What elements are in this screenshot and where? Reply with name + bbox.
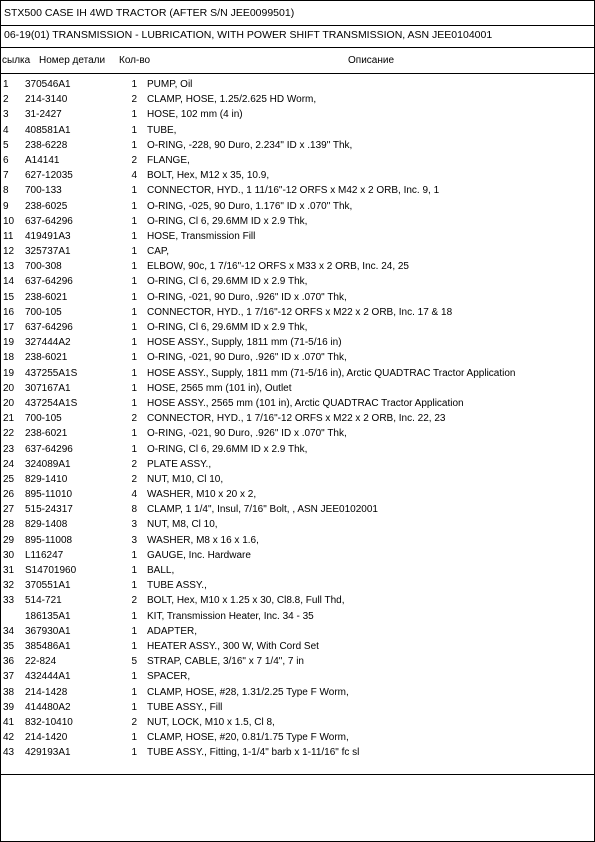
ref-number: 22 xyxy=(3,428,15,440)
description: HOSE, 102 mm (4 in) xyxy=(147,109,243,121)
part-number: 437255A1S xyxy=(25,367,78,379)
part-number: 238-6228 xyxy=(25,139,68,151)
table-row xyxy=(1,183,594,198)
description: HOSE, 2565 mm (101 in), Outlet xyxy=(147,382,292,394)
quantity: 1 xyxy=(131,215,137,227)
table-row xyxy=(1,153,594,168)
part-number: 327444A2 xyxy=(25,337,71,349)
quantity: 2 xyxy=(131,473,137,485)
ref-number: 39 xyxy=(3,701,15,713)
description: O-RING, Cl 6, 29.6MM ID x 2.9 Thk, xyxy=(147,443,308,455)
part-number: 627-12035 xyxy=(25,170,73,182)
table-row xyxy=(1,654,594,669)
quantity: 2 xyxy=(131,154,137,166)
part-number: 637-64296 xyxy=(25,322,73,333)
description: ADAPTER, xyxy=(147,625,198,637)
description: O-RING, Cl 6, 29.6MM ID x 2.9 Thk, xyxy=(147,215,308,227)
description: CONNECTOR, HYD., 1 11/16"-12 ORFS x M42 x 2 ORB, Inc. 9, 1 xyxy=(147,185,440,197)
part-number: 238-6021 xyxy=(25,291,68,303)
table-row xyxy=(1,274,594,289)
quantity: 1 xyxy=(131,79,137,90)
description: CONNECTOR, HYD., 1 7/16"-12 ORFS x M22 x 2 ORB, Inc. 22, 23 xyxy=(147,413,446,425)
table-row xyxy=(1,548,594,563)
part-number: 419491A3 xyxy=(25,230,71,242)
part-number: 31-2427 xyxy=(25,109,62,121)
description: CLAMP, HOSE, #28, 1.31/2.25 Type F Worm, xyxy=(147,686,349,698)
column-header-ref: сылка xyxy=(2,55,31,66)
part-number: 22-824 xyxy=(25,656,57,668)
table-row xyxy=(1,685,594,700)
table-row xyxy=(1,138,594,153)
footer-divider xyxy=(1,774,594,775)
table-row xyxy=(1,259,594,274)
ref-number: 28 xyxy=(3,519,15,531)
ref-number: 33 xyxy=(3,595,15,607)
quantity: 1 xyxy=(131,686,137,698)
table-row xyxy=(1,396,594,411)
description: BOLT, Hex, M12 x 35, 10.9, xyxy=(147,170,270,182)
quantity: 1 xyxy=(131,732,137,744)
table-row xyxy=(1,517,594,532)
part-number: 367930A1 xyxy=(25,625,71,637)
table-row xyxy=(1,578,594,593)
description: O-RING, -021, 90 Duro, .926" ID x .070" Thk, xyxy=(147,291,347,303)
table-row xyxy=(1,244,594,259)
part-number: 414480A2 xyxy=(25,701,71,713)
quantity: 1 xyxy=(131,367,137,379)
description: FLANGE, xyxy=(147,154,190,166)
quantity: 2 xyxy=(131,413,137,425)
ref-number: 41 xyxy=(3,716,15,728)
part-number: 307167A1 xyxy=(25,382,71,394)
ref-number: 11 xyxy=(3,230,14,242)
quantity: 2 xyxy=(131,458,137,470)
description: O-RING, -025, 90 Duro, 1.176" ID x .070" Thk, xyxy=(147,200,353,212)
ref-number: 9 xyxy=(3,200,9,212)
part-number: 700-105 xyxy=(25,413,62,425)
part-number: 214-1420 xyxy=(25,732,68,744)
quantity: 1 xyxy=(131,261,137,273)
part-number: 637-64296 xyxy=(25,215,73,227)
ref-number: 43 xyxy=(3,747,15,759)
quantity: 1 xyxy=(131,640,137,652)
description: CLAMP, 1 1/4", Insul, 7/16" Bolt, , ASN JEE0102001 xyxy=(147,504,378,516)
column-header-row xyxy=(1,48,594,74)
quantity: 1 xyxy=(131,428,137,440)
description: HOSE ASSY., Supply, 1811 mm (71-5/16 in), Arctic QUADTRAC Tractor Application xyxy=(147,367,516,379)
quantity: 1 xyxy=(131,246,137,258)
quantity: 3 xyxy=(131,519,137,531)
part-number: 325737A1 xyxy=(25,246,71,258)
quantity: 2 xyxy=(131,716,137,728)
description: HOSE ASSY., 2565 mm (101 in), Arctic QUADTRAC Tractor Application xyxy=(147,397,464,409)
quantity: 3 xyxy=(131,534,137,546)
description: NUT, M10, Cl 10, xyxy=(147,473,224,485)
parts-table-body xyxy=(1,77,594,760)
quantity: 1 xyxy=(131,580,137,592)
ref-number: 27 xyxy=(3,504,15,516)
part-number: 700-308 xyxy=(25,261,62,273)
part-number: 429193A1 xyxy=(25,747,71,759)
part-number: 432444A1 xyxy=(25,671,71,683)
description: O-RING, -021, 90 Duro, .926" ID x .070" Thk, xyxy=(147,352,347,364)
description: HOSE, Transmission Fill xyxy=(147,230,256,242)
ref-number: 37 xyxy=(3,671,15,683)
ref-number: 12 xyxy=(3,246,15,258)
description: WASHER, M10 x 20 x 2, xyxy=(147,489,257,501)
ref-number: 16 xyxy=(3,306,15,318)
description: O-RING, Cl 6, 29.6MM ID x 2.9 Thk, xyxy=(147,322,308,333)
table-row xyxy=(1,624,594,639)
table-row xyxy=(1,366,594,381)
part-number: 637-64296 xyxy=(25,443,73,455)
quantity: 1 xyxy=(131,565,137,576)
table-row xyxy=(1,123,594,138)
ref-number: 32 xyxy=(3,580,15,592)
quantity: 1 xyxy=(131,549,137,561)
table-row xyxy=(1,745,594,760)
description: STRAP, CABLE, 3/16" x 7 1/4", 7 in xyxy=(147,656,304,668)
ref-number: 24 xyxy=(3,458,15,470)
table-row xyxy=(1,533,594,548)
table-row xyxy=(1,168,594,183)
quantity: 1 xyxy=(131,185,137,197)
ref-number: 38 xyxy=(3,686,15,698)
quantity: 1 xyxy=(131,139,137,151)
part-number: 238-6021 xyxy=(25,352,68,364)
description: TUBE ASSY., Fitting, 1-1/4" barb x 1-11/16" fc sl xyxy=(147,747,360,759)
ref-number: 17 xyxy=(3,322,15,333)
table-row xyxy=(1,730,594,745)
quantity: 1 xyxy=(131,109,137,121)
ref-number: 2 xyxy=(3,94,9,106)
ref-number: 42 xyxy=(3,732,15,744)
column-header-desc: Описание xyxy=(348,55,395,66)
ref-number: 20 xyxy=(3,397,15,409)
quantity: 2 xyxy=(131,94,137,106)
part-number: 186135A1 xyxy=(25,610,71,622)
part-number: L116247 xyxy=(25,549,64,561)
description: HEATER ASSY., 300 W, With Cord Set xyxy=(147,640,319,652)
quantity: 1 xyxy=(131,337,137,349)
description: O-RING, -228, 90 Duro, 2.234" ID x .139" Thk, xyxy=(147,139,353,151)
part-number: 437254A1S xyxy=(25,397,78,409)
part-number: 700-105 xyxy=(25,306,62,318)
description: CONNECTOR, HYD., 1 7/16"-12 ORFS x M22 x 2 ORB, Inc. 17 & 18 xyxy=(147,306,453,318)
ref-number: 36 xyxy=(3,656,15,668)
part-number: 700-133 xyxy=(25,185,62,197)
part-number: 832-10410 xyxy=(25,716,73,728)
ref-number: 30 xyxy=(3,549,15,561)
table-row xyxy=(1,77,594,92)
table-row xyxy=(1,411,594,426)
part-number: 370546A1 xyxy=(25,79,71,90)
ref-number: 26 xyxy=(3,489,15,501)
description: GAUGE, Inc. Hardware xyxy=(147,549,251,561)
part-number: S14701960 xyxy=(25,565,77,576)
description: CLAMP, HOSE, 1.25/2.625 HD Worm, xyxy=(147,94,317,106)
column-header-part: Номер детали xyxy=(39,55,106,66)
quantity: 1 xyxy=(131,610,137,622)
ref-number: 29 xyxy=(3,534,15,546)
table-row xyxy=(1,381,594,396)
description: CAP, xyxy=(147,246,170,258)
table-row xyxy=(1,639,594,654)
description: CLAMP, HOSE, #20, 0.81/1.75 Type F Worm, xyxy=(147,732,349,744)
table-row xyxy=(1,214,594,229)
part-number: 829-1410 xyxy=(25,473,68,485)
description: NUT, LOCK, M10 x 1.5, Cl 8, xyxy=(147,716,275,728)
table-row xyxy=(1,199,594,214)
description: TUBE, xyxy=(147,124,177,136)
quantity: 1 xyxy=(131,322,137,333)
table-row xyxy=(1,107,594,122)
table-row xyxy=(1,669,594,684)
description: BALL, xyxy=(147,565,175,576)
description: HOSE ASSY., Supply, 1811 mm (71-5/16 in) xyxy=(147,337,342,349)
ref-number: 20 xyxy=(3,382,15,394)
ref-number: 13 xyxy=(3,261,15,273)
table-row xyxy=(1,305,594,320)
part-number: 324089A1 xyxy=(25,458,71,470)
title-bar xyxy=(1,1,594,26)
table-row xyxy=(1,457,594,472)
ref-number: 23 xyxy=(3,443,15,455)
description: SPACER, xyxy=(147,671,191,683)
description: BOLT, Hex, M10 x 1.25 x 30, Cl8.8, Full Thd, xyxy=(147,595,345,607)
quantity: 1 xyxy=(131,124,137,136)
ref-number: 25 xyxy=(3,473,15,485)
ref-number: 19 xyxy=(3,337,15,349)
ref-number: 15 xyxy=(3,291,15,303)
part-number: 637-64296 xyxy=(25,276,73,288)
quantity: 1 xyxy=(131,747,137,759)
column-header-qty: Кол-во xyxy=(119,55,151,66)
quantity: 1 xyxy=(131,200,137,212)
description: PLATE ASSY., xyxy=(147,458,212,470)
table-row xyxy=(1,229,594,244)
description: KIT, Transmission Heater, Inc. 34 - 35 xyxy=(147,610,314,622)
quantity: 8 xyxy=(131,504,137,516)
table-row xyxy=(1,92,594,107)
table-row xyxy=(1,593,594,608)
quantity: 1 xyxy=(131,276,137,288)
quantity: 1 xyxy=(131,382,137,394)
description: PUMP, Oil xyxy=(147,79,193,90)
table-row xyxy=(1,715,594,730)
ref-number: 14 xyxy=(3,276,15,288)
ref-number: 21 xyxy=(3,413,15,425)
ref-number: 31 xyxy=(3,565,15,576)
ref-number: 4 xyxy=(3,124,9,136)
part-number: 408581A1 xyxy=(25,124,71,136)
ref-number: 6 xyxy=(3,154,9,166)
ref-number: 18 xyxy=(3,352,15,364)
ref-number: 3 xyxy=(3,109,9,121)
part-number: 370551A1 xyxy=(25,580,71,592)
part-number: 895-11008 xyxy=(25,534,73,546)
table-row xyxy=(1,290,594,305)
part-number: 238-6025 xyxy=(25,200,68,212)
description: ELBOW, 90c, 1 7/16"-12 ORFS x M33 x 2 ORB, Inc. 24, 25 xyxy=(147,261,409,273)
page-title: STX500 CASE IH 4WD TRACTOR (AFTER S/N JEE0099501) xyxy=(4,7,295,19)
table-row xyxy=(1,472,594,487)
quantity: 1 xyxy=(131,701,137,713)
quantity: 1 xyxy=(131,443,137,455)
ref-number: 8 xyxy=(3,185,9,197)
ref-number: 10 xyxy=(3,215,15,227)
description: NUT, M8, Cl 10, xyxy=(147,519,218,531)
quantity: 4 xyxy=(131,170,137,182)
quantity: 2 xyxy=(131,595,137,607)
ref-number: 19 xyxy=(3,367,15,379)
description: WASHER, M8 x 16 x 1.6, xyxy=(147,534,259,546)
ref-number: 5 xyxy=(3,139,9,151)
ref-number: 7 xyxy=(3,170,9,182)
section-subtitle: 06-19(01) TRANSMISSION - LUBRICATION, WITH POWER SHIFT TRANSMISSION, ASN JEE0104001 xyxy=(4,29,493,41)
description: TUBE ASSY., Fill xyxy=(147,701,223,713)
quantity: 1 xyxy=(131,671,137,683)
quantity: 1 xyxy=(131,397,137,409)
quantity: 4 xyxy=(131,489,137,501)
table-row xyxy=(1,609,594,624)
table-row xyxy=(1,502,594,517)
part-number: 515-24317 xyxy=(25,504,73,516)
description: TUBE ASSY., xyxy=(147,580,207,592)
part-number: 238-6021 xyxy=(25,428,68,440)
quantity: 1 xyxy=(131,230,137,242)
table-row xyxy=(1,335,594,350)
ref-number: 35 xyxy=(3,640,15,652)
quantity: 1 xyxy=(131,306,137,318)
description: O-RING, Cl 6, 29.6MM ID x 2.9 Thk, xyxy=(147,276,308,288)
part-number: 214-3140 xyxy=(25,94,68,106)
part-number: 385486A1 xyxy=(25,640,71,652)
table-row xyxy=(1,350,594,365)
description: O-RING, -021, 90 Duro, .926" ID x .070" Thk, xyxy=(147,428,347,440)
part-number: 214-1428 xyxy=(25,686,68,698)
table-row xyxy=(1,320,594,335)
quantity: 1 xyxy=(131,625,137,637)
table-row xyxy=(1,700,594,715)
part-number: A14141 xyxy=(25,154,60,166)
part-number: 514-721 xyxy=(25,595,62,607)
quantity: 5 xyxy=(131,656,137,668)
quantity: 1 xyxy=(131,352,137,364)
subtitle-bar xyxy=(1,26,594,48)
table-row xyxy=(1,487,594,502)
ref-number: 1 xyxy=(3,79,9,90)
part-number: 895-11010 xyxy=(25,489,73,501)
part-number: 829-1408 xyxy=(25,519,68,531)
table-row xyxy=(1,442,594,457)
quantity: 1 xyxy=(131,291,137,303)
table-row xyxy=(1,563,594,578)
table-row xyxy=(1,426,594,441)
ref-number: 34 xyxy=(3,625,15,637)
